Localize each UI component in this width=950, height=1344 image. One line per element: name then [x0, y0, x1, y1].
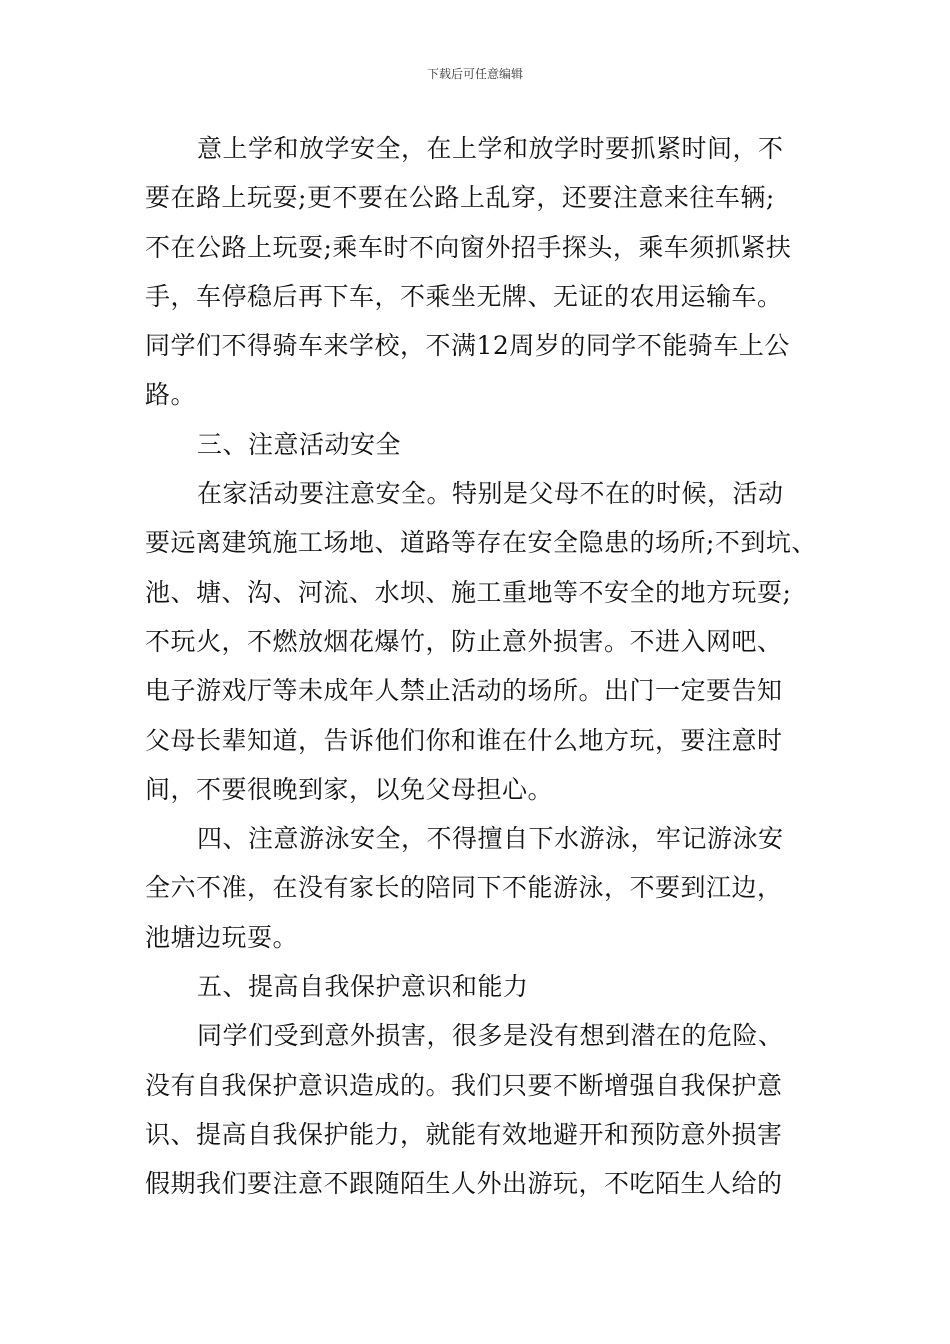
text-line: 五、提高自我保护意识和能力: [197, 972, 529, 1002]
text-line: 同学们不得骑车来学校，不满12周岁的同学不能骑车上公: [145, 331, 790, 361]
paragraph: [145, 814, 825, 962]
text-line: 识、提高自我保护能力，就能有效地避开和预防意外损害: [145, 1119, 783, 1149]
paragraph: [145, 962, 825, 1011]
document-body: [145, 124, 825, 1209]
text-line: 路。: [145, 380, 197, 410]
text-line: 要在路上玩耍;更不要在公路上乱穿，还要注意来往车辆;: [145, 183, 775, 213]
paragraph: [145, 1011, 825, 1208]
text-line: 没有自我保护意识造成的。我们只要不断增强自我保护意: [145, 1070, 783, 1100]
text-line: 池、塘、沟、河流、水坝、施工重地等不安全的地方玩耍;: [145, 577, 792, 607]
page-header: 下载后可任意编辑: [426, 67, 523, 81]
paragraph: [145, 420, 825, 469]
text-line: 意上学和放学安全，在上学和放学时要抓紧时间，不: [197, 134, 784, 163]
text-line: 在家活动要注意安全。特别是父母不在的时候，活动: [197, 479, 784, 509]
text-line: 手，车停稳后再下车，不乘坐无牌、无证的农用运输车。: [145, 281, 783, 311]
text-line: 四、注意游泳安全，不得擅自下水游泳，牢记游泳安: [197, 824, 784, 854]
text-line: 父母长辈知道，告诉他们你和谁在什么地方玩，要注意时: [145, 725, 783, 755]
text-line: 三、注意活动安全: [197, 429, 402, 459]
text-line: 全六不准，在没有家长的陪同下不能游泳，不要到江边，: [145, 873, 783, 903]
text-line: 间，不要很晚到家，以免父母担心。: [145, 774, 554, 804]
text-line: 不在公路上玩耍;乘车时不向窗外招手探头，乘车须抓紧扶: [145, 232, 792, 262]
paragraph: [145, 124, 825, 420]
text-line: 电子游戏厅等未成年人禁止活动的场所。出门一定要告知: [145, 676, 783, 706]
text-line: 要远离建筑施工场地、道路等存在安全隐患的场所;不到坑、: [145, 528, 817, 558]
paragraph: [145, 469, 825, 814]
text-line: 假期我们要注意不跟随陌生人外出游玩，不吃陌生人给的: [145, 1169, 783, 1199]
text-line: 同学们受到意外损害，很多是没有想到潜在的危险、: [197, 1021, 784, 1051]
text-line: 池塘边玩耍。: [145, 922, 299, 952]
text-line: 不玩火，不燃放烟花爆竹，防止意外损害。不进入网吧、: [145, 626, 783, 656]
